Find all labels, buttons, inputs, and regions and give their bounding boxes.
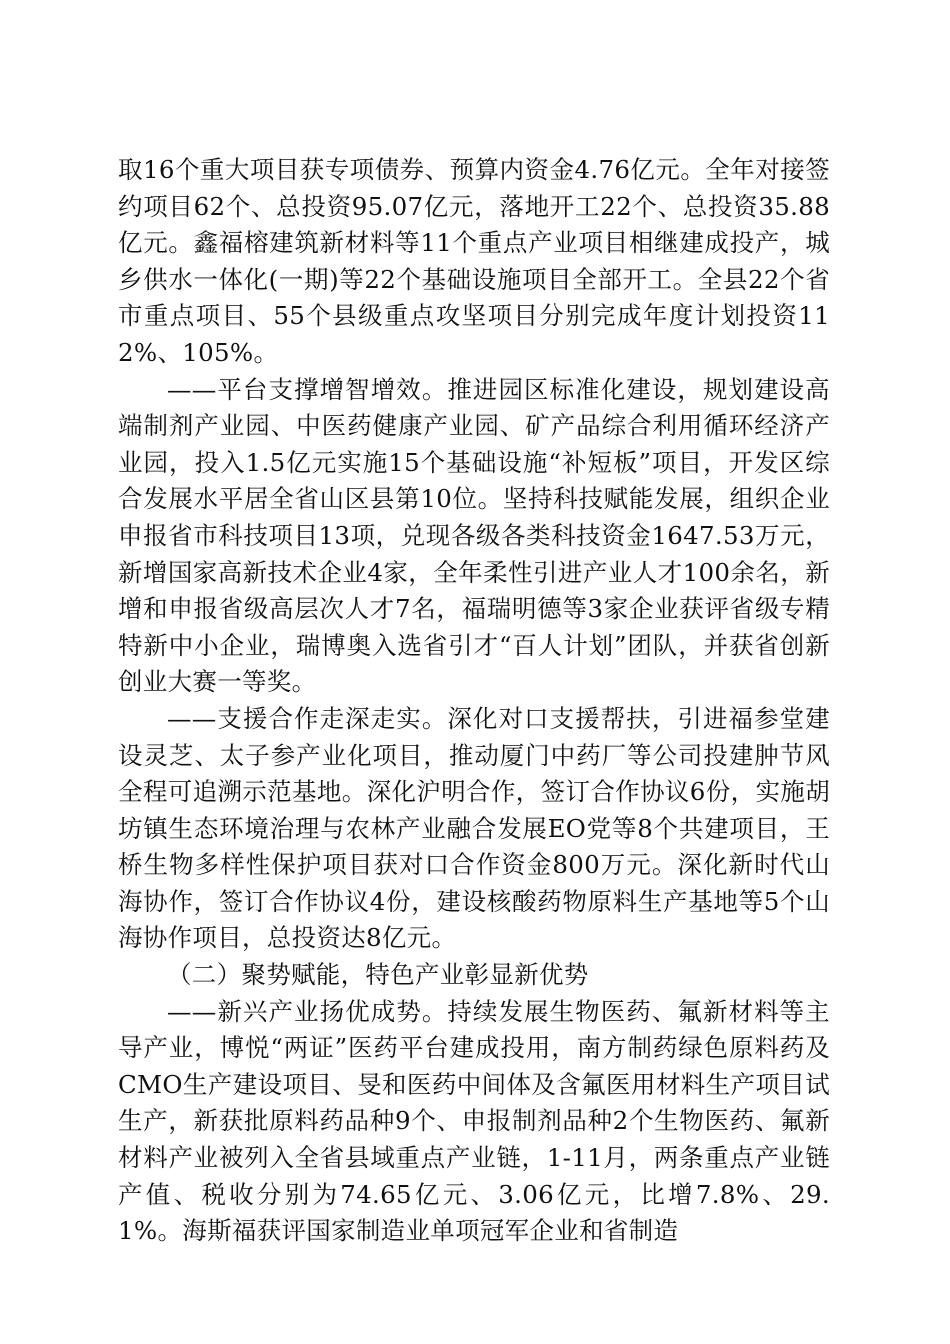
document-page (118, 152, 830, 1250)
paragraph-platform-support: ——平台支撑增智增效。推进园区标准化建设，规划建设高端制剂产业园、中医药健康产业园、矿产品综合利用循环经济产业园，投入1.5亿元实施15个基础设施“补短板”项目，开发区综合发展水平居全省山区县第10位。坚持科技赋能发展，组织企业申报省市科技项目13项，兑现各级各类科技资金1647.53万元，新增国家高新技术企业4家，全年柔性引进产业人才100余名，新增和申报省级高层次人才7名，福瑞明德等3家企业获评省级专精特新中小企业，瑞博奥入选省引才“百人计划”团队，并获省创新创业大赛一等奖。 (118, 374, 830, 697)
paragraph-emerging-industry: ——新兴产业扬优成势。持续发展生物医药、氟新材料等主导产业，博悦“两证”医药平台建成投用，南方制药绿色原料药及CMO生产建设项目、旻和医药中间体及含氟医用材料生产项目试生产，新获批原料药品种9个、申报制剂品种2个生物医药、氟新材料产业被列入全省县域重点产业链，1-11月，两条重点产业链产值、税收分别为74.65亿元、3.06亿元，比增7.8%、29.1%。海斯福获评国家制造业单项冠军企业和省制造 (118, 996, 830, 1246)
paragraph-project-investment: 取16个重大项目获专项债券、预算内资金4.76亿元。全年对接签约项目62个、总投资95.07亿元，落地开工22个、总投资35.88亿元。鑫福榕建筑新材料等11个重点产业项目相继建成投产，城乡供水一体化(一期)等22个基础设施项目全部开工。全县22个省市重点项目、55个县级重点攻坚项目分别完成年度计划投资112%、105%。 (118, 155, 830, 367)
section-heading: （二）聚势赋能，特色产业彰显新优势 (167, 960, 589, 990)
paragraph-support-cooperation: ——支援合作走深走实。深化对口支援帮扶，引进福参堂建设灵芝、太子参产业化项目，推动厦门中药厂等公司投建肿节风全程可追溯示范基地。深化沪明合作，签订合作协议6份，实施胡坊镇生态环境治理与农林产业融合发展EO党等8个共建项目，王桥生物多样性保护项目获对口合作资金800万元。深化新时代山海协作，签订合作协议4份，建设核酸药物原料生产基地等5个山海协作项目，总投资达8亿元。 (118, 703, 830, 953)
